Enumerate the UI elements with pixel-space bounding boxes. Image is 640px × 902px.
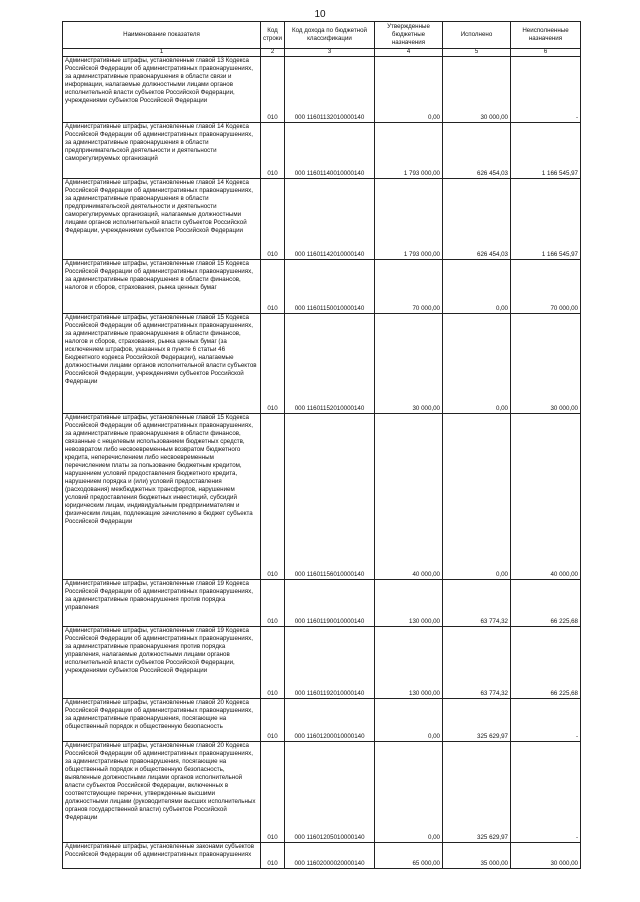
column-number: 6 — [511, 49, 581, 57]
indicator-name-cell: Административные штрафы, установленные главой 15 Кодекса Российской Федерации об административных правонарушениях, за административные правонарушения в области финансов, налогов и сборов, страхования, рынка ценных бумаг — [63, 260, 261, 314]
row-code-cell: 010 — [261, 314, 285, 414]
table-row — [63, 580, 581, 627]
row-code-cell: 010 — [261, 580, 285, 627]
approved-amount-cell: 70 000,00 — [375, 260, 443, 314]
unexecuted-amount-cell: - — [511, 699, 581, 742]
approved-amount-cell: 0,00 — [375, 742, 443, 843]
column-number: 3 — [285, 49, 375, 57]
table-row — [63, 123, 581, 179]
unexecuted-amount-cell: 66 225,68 — [511, 580, 581, 627]
column-number: 5 — [443, 49, 511, 57]
budget-code-cell: 000 11601156010000140 — [285, 414, 375, 580]
executed-amount-cell: 35 000,00 — [443, 843, 511, 869]
header-kbk: Код дохода по бюджетной классификации — [285, 22, 375, 49]
unexecuted-amount-cell: 30 000,00 — [511, 314, 581, 414]
approved-amount-cell: 65 000,00 — [375, 843, 443, 869]
unexecuted-amount-cell: 30 000,00 — [511, 843, 581, 869]
table-row — [63, 57, 581, 123]
table-header-row — [63, 22, 581, 49]
unexecuted-amount-cell: 1 166 545,97 — [511, 179, 581, 260]
page-number: 10 — [314, 9, 326, 20]
column-number: 4 — [375, 49, 443, 57]
budget-code-cell: 000 11601152010000140 — [285, 314, 375, 414]
executed-amount-cell: 325 629,97 — [443, 699, 511, 742]
budget-code-cell: 000 11601192010000140 — [285, 627, 375, 699]
header-code: Код строки — [261, 22, 285, 49]
executed-amount-cell: 30 000,00 — [443, 57, 511, 123]
table-row — [63, 314, 581, 414]
budget-code-cell: 000 11601150010000140 — [285, 260, 375, 314]
executed-amount-cell: 0,00 — [443, 260, 511, 314]
indicator-name-cell: Административные штрафы, установленные главой 13 Кодекса Российской Федерации об административных правонарушениях, за административные правонарушения в области связи и информации, налагаемые должностными лицами органов исполнительной власти субъектов Российской Федерации, учреждениями субъектов Российской Федерации — [63, 57, 261, 123]
indicator-name-cell: Административные штрафы, установленные главой 15 Кодекса Российской Федерации об административных правонарушениях, за административные правонарушения в области финансов, налогов и сборов, страхования, рынка ценных бумаг (за исключением штрафов, указанных в пункте 6 статьи 46 Бюджетного кодекса Российской Федерации), налагаемые должностными лицами органов исполнительной власти субъектов Российской Федерации, учреждениями субъектов Российской Федерации — [63, 314, 261, 414]
unexecuted-amount-cell: 70 000,00 — [511, 260, 581, 314]
table-row — [63, 260, 581, 314]
budget-code-cell: 000 11601132010000140 — [285, 57, 375, 123]
executed-amount-cell: 0,00 — [443, 314, 511, 414]
approved-amount-cell: 30 000,00 — [375, 314, 443, 414]
row-code-cell: 010 — [261, 742, 285, 843]
executed-amount-cell: 0,00 — [443, 414, 511, 580]
approved-amount-cell: 1 793 000,00 — [375, 123, 443, 179]
income-report-table — [62, 21, 581, 869]
unexecuted-amount-cell: - — [511, 742, 581, 843]
executed-amount-cell: 63 774,32 — [443, 627, 511, 699]
table-row — [63, 627, 581, 699]
executed-amount-cell: 626 454,03 — [443, 179, 511, 260]
unexecuted-amount-cell: 1 166 545,97 — [511, 123, 581, 179]
row-code-cell: 010 — [261, 179, 285, 260]
header-approved: Утвержденные бюджетные назначения — [375, 22, 443, 49]
approved-amount-cell: 130 000,00 — [375, 627, 443, 699]
approved-amount-cell: 130 000,00 — [375, 580, 443, 627]
row-code-cell: 010 — [261, 699, 285, 742]
approved-amount-cell: 1 793 000,00 — [375, 179, 443, 260]
unexecuted-amount-cell: 40 000,00 — [511, 414, 581, 580]
unexecuted-amount-cell: - — [511, 57, 581, 123]
indicator-name-cell: Административные штрафы, установленные главой 19 Кодекса Российской Федерации об административных правонарушениях, за административные правонарушения против порядка управления — [63, 580, 261, 627]
row-code-cell: 010 — [261, 627, 285, 699]
executed-amount-cell: 626 454,03 — [443, 123, 511, 179]
column-number: 1 — [63, 49, 261, 57]
budget-code-cell: 000 11602000020000140 — [285, 843, 375, 869]
table-row — [63, 414, 581, 580]
row-code-cell: 010 — [261, 57, 285, 123]
row-code-cell: 010 — [261, 843, 285, 869]
indicator-name-cell: Административные штрафы, установленные главой 20 Кодекса Российской Федерации об административных правонарушениях, за административные правонарушения, посягающие на общественный порядок и общественную безопасность, выявленные должностными лицами органов исполнительной власти субъектов Российской Федерации, включенных в соответствующие перечни, утвержденные высшими должностными лицами (руководителями высших исполнительных органов государственной власти) субъектов Российской Федерации — [63, 742, 261, 843]
table-row — [63, 179, 581, 260]
header-name: Наименование показателя — [63, 22, 261, 49]
header-executed: Исполнено — [443, 22, 511, 49]
approved-amount-cell: 40 000,00 — [375, 414, 443, 580]
indicator-name-cell: Административные штрафы, установленные главой 14 Кодекса Российской Федерации об административных правонарушениях, за административные правонарушения в области предпринимательской деятельности и деятельности саморегулируемых организаций, налагаемые должностными лицами органов исполнительной власти субъектов Российской Федерации, учреждениями субъектов Российской Федерации — [63, 179, 261, 260]
indicator-name-cell: Административные штрафы, установленные главой 19 Кодекса Российской Федерации об административных правонарушениях, за административные правонарушения против порядка управления, налагаемые должностными лицами органов исполнительной власти субъектов Российской Федерации, учреждениями субъектов Российской Федерации — [63, 627, 261, 699]
budget-code-cell: 000 11601200010000140 — [285, 699, 375, 742]
budget-code-cell: 000 11601190010000140 — [285, 580, 375, 627]
approved-amount-cell: 0,00 — [375, 57, 443, 123]
indicator-name-cell: Административные штрафы, установленные законами субъектов Российской Федерации об административных правонарушениях — [63, 843, 261, 869]
indicator-name-cell: Административные штрафы, установленные главой 20 Кодекса Российской Федерации об административных правонарушениях, за административные правонарушения, посягающие на общественный порядок и общественную безопасность — [63, 699, 261, 742]
executed-amount-cell: 63 774,32 — [443, 580, 511, 627]
column-number-row — [63, 49, 581, 57]
table-body — [63, 57, 581, 869]
approved-amount-cell: 0,00 — [375, 699, 443, 742]
table-row — [63, 843, 581, 869]
indicator-name-cell: Административные штрафы, установленные главой 15 Кодекса Российской Федерации об административных правонарушениях, за административные правонарушения в области финансов, связанные с нецелевым использованием бюджетных средств, невозвратом либо несвоевременным возвратом бюджетного кредита, неперечислением либо несвоевременным перечислением платы за пользование бюджетным кредитом, нарушением условий предоставления бюджетного кредита, нарушением порядка и (или) условий предоставления (расходования) межбюджетных трансфертов, нарушением условий предоставления бюджетных инвестиций, субсидий юридическим лицам, индивидуальным предпринимателям и физическим лицам, подлежащие зачислению в бюджет субъекта Российской Федерации — [63, 414, 261, 580]
executed-amount-cell: 325 629,97 — [443, 742, 511, 843]
row-code-cell: 010 — [261, 260, 285, 314]
column-number: 2 — [261, 49, 285, 57]
table-row — [63, 699, 581, 742]
indicator-name-cell: Административные штрафы, установленные главой 14 Кодекса Российской Федерации об административных правонарушениях, за административные правонарушения в области предпринимательской деятельности и деятельности саморегулируемых организаций — [63, 123, 261, 179]
row-code-cell: 010 — [261, 123, 285, 179]
budget-code-cell: 000 11601205010000140 — [285, 742, 375, 843]
budget-code-cell: 000 11601142010000140 — [285, 179, 375, 260]
row-code-cell: 010 — [261, 414, 285, 580]
table-row — [63, 742, 581, 843]
budget-code-cell: 000 11601140010000140 — [285, 123, 375, 179]
unexecuted-amount-cell: 66 225,68 — [511, 627, 581, 699]
header-unexecuted: Неисполненные назначения — [511, 22, 581, 49]
